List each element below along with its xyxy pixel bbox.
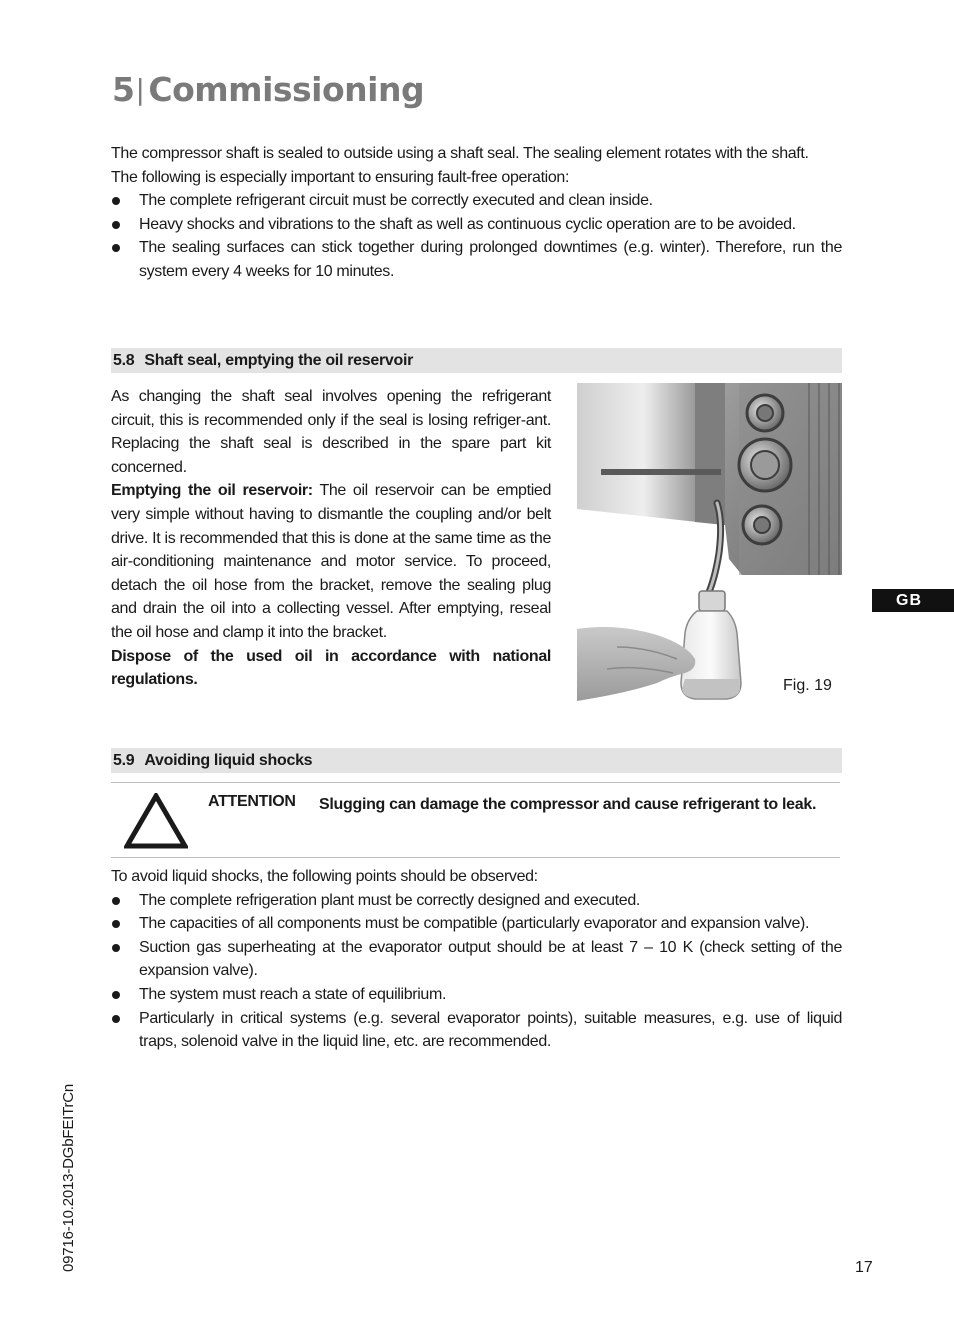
liquid-shocks-intro: To avoid liquid shocks, the following points should be observed: <box>111 868 538 885</box>
liquid-shocks-bullet-list <box>111 889 842 1054</box>
list-item: The sealing surfaces can stick together during prolonged downtimes (e.g. winter). Therefore, run the system every 4 weeks for 10 minutes. <box>111 236 842 283</box>
section-heading-5-8 <box>111 348 842 373</box>
emptying-text: The oil reservoir can be emptied very simple without having to dismantle the coupling and/or belt drive. It is recommended that this is done at the same time as the air-conditioning maintenance and motor service. To proceed, detach the oil hose from the bracket, remove the sealing plug and drain the oil into a collecting vessel. After emptying, reseal the oil hose and clamp it into the bracket. <box>111 482 551 641</box>
attention-label: ATTENTION <box>208 793 296 810</box>
bullet-dot-icon <box>112 897 120 905</box>
section-number: 5.9 <box>113 752 135 769</box>
section-title: Shaft seal, emptying the oil reservoir <box>144 352 414 369</box>
list-item: The capacities of all components must be compatible (particularly evaporator and expansion valve). <box>111 912 842 936</box>
figure-caption: Fig. 19 <box>783 677 832 694</box>
section-number: 5.8 <box>113 352 135 369</box>
bullet-dot-icon <box>112 944 120 952</box>
warning-triangle-icon <box>124 793 188 849</box>
bullet-dot-icon <box>112 221 120 229</box>
page-number: 17 <box>855 1259 873 1276</box>
list-item: The system must reach a state of equilibrium. <box>111 983 842 1007</box>
bullet-dot-icon <box>112 920 120 928</box>
dispose-paragraph <box>111 645 551 692</box>
chapter-number: 5 <box>112 70 135 109</box>
shaft-seal-paragraph: As changing the shaft seal involves opening the refrigerant circuit, this is recommended only if the seal is losing refriger-ant. Replacing the shaft seal is described in the spare part kit concerned. <box>111 388 551 476</box>
bullet-dot-icon <box>112 197 120 205</box>
section-heading-5-9 <box>111 748 842 773</box>
attention-text: Slugging can damage the compressor and cause refrigerant to leak. <box>319 796 817 813</box>
title-separator: | <box>135 73 145 106</box>
list-item: The complete refrigerant circuit must be correctly executed and clean inside. <box>111 189 842 213</box>
list-item: Particularly in critical systems (e.g. several evaporator points), suitable measures, e.g. use of liquid traps, solenoid valve in the liquid line, etc. are recommended. <box>111 1007 842 1054</box>
emptying-label: Emptying the oil reservoir: <box>111 482 313 500</box>
bullet-dot-icon <box>112 244 120 252</box>
dispose-text: Dispose of the used oil in accordance with national regulations. <box>111 647 551 689</box>
section-5-8-body <box>111 385 551 692</box>
intro-paragraph-2: The following is especially important to ensuring fault-free operation: <box>111 168 570 186</box>
compressor-oil-drain-illustration <box>577 383 842 701</box>
bullet-dot-icon <box>112 1015 120 1023</box>
chapter-title <box>112 70 424 109</box>
intro-section <box>111 142 842 284</box>
bullet-dot-icon <box>112 991 120 999</box>
emptying-paragraph <box>111 479 551 644</box>
list-item: Heavy shocks and vibrations to the shaft as well as continuous cyclic operation are to be avoided. <box>111 213 842 237</box>
language-tab-gb: GB <box>872 589 954 612</box>
attention-notice <box>111 782 840 858</box>
section-title: Avoiding liquid shocks <box>144 752 313 769</box>
figure-19-photo <box>577 383 842 701</box>
list-item: Suction gas superheating at the evaporator output should be at least 7 – 10 K (check setting of the expansion valve). <box>111 936 842 983</box>
intro-bullet-list <box>111 189 842 283</box>
document-code: 09716-10.2013-DGbFEITrCn <box>60 1083 77 1272</box>
intro-paragraph-1: The compressor shaft is sealed to outside using a shaft seal. The sealing element rotates with the shaft. <box>111 145 809 162</box>
list-item: The complete refrigeration plant must be correctly designed and executed. <box>111 889 842 913</box>
section-5-9-body <box>111 865 842 1054</box>
chapter-title-text: Commissioning <box>148 70 425 109</box>
